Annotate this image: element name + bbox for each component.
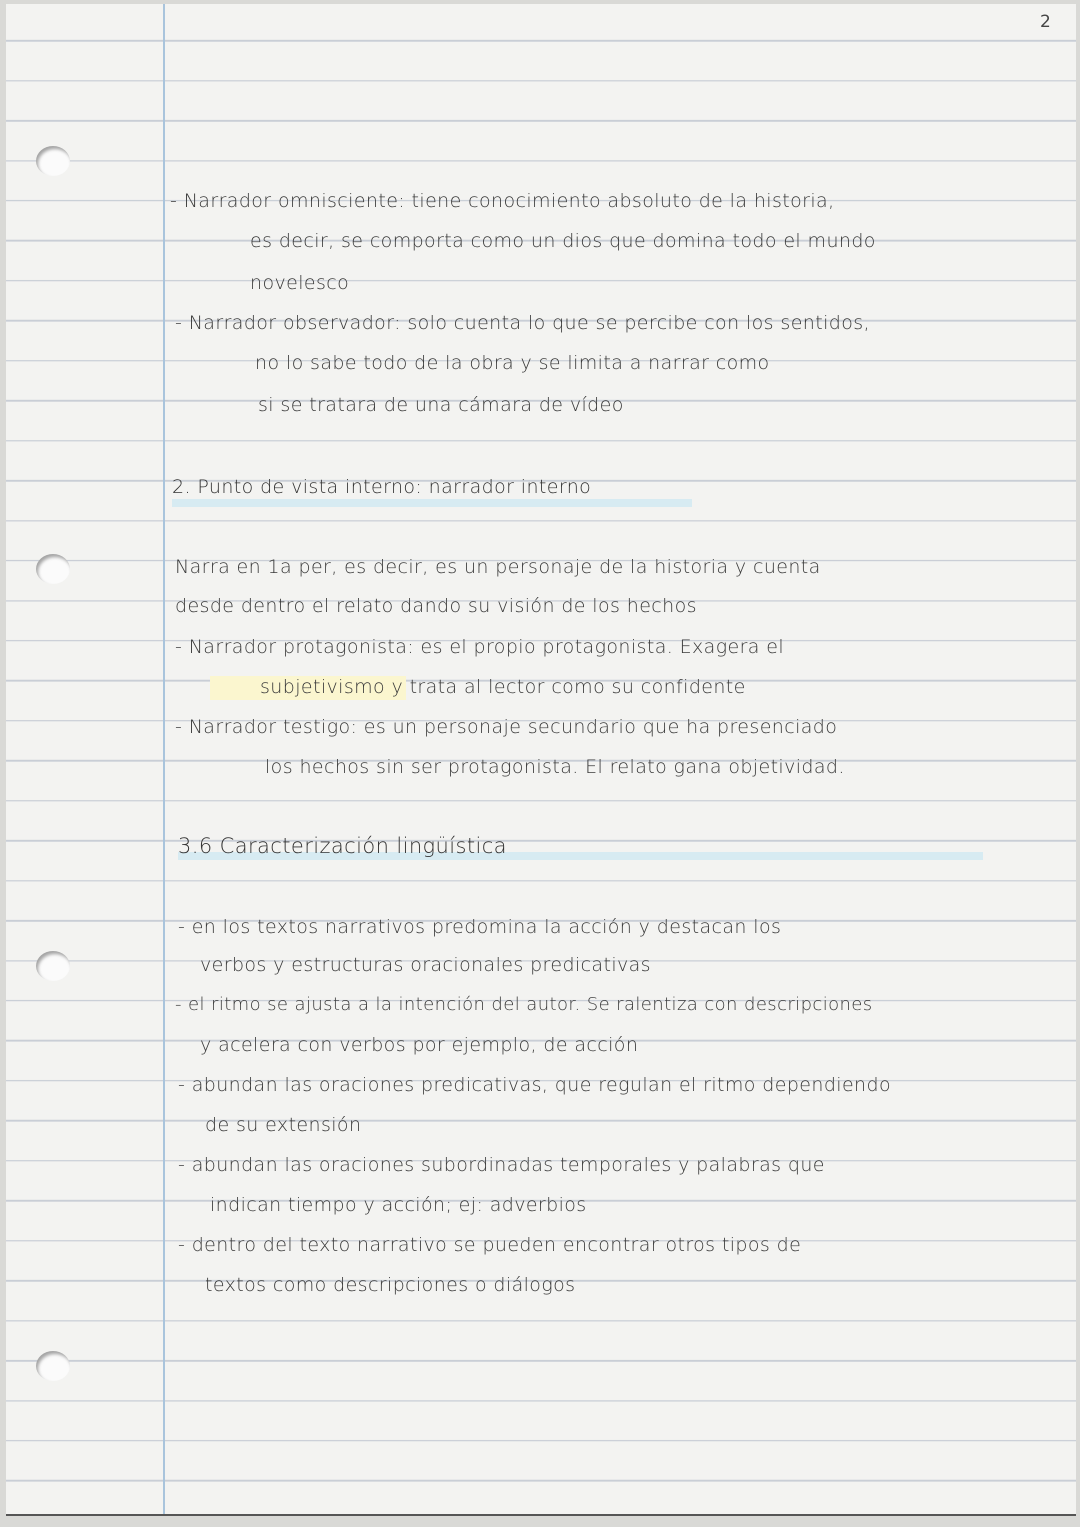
binder-hole (36, 554, 70, 584)
text-line: textos como descripciones o diálogos (205, 1274, 576, 1296)
section-heading: 3.6 Caracterización lingüística (178, 834, 507, 858)
page-number: 2 (1040, 12, 1051, 32)
text-line: subjetivismo y trata al lector como su confidente (260, 676, 746, 698)
text-line: desde dentro el relato dando su visión de los hechos (175, 595, 697, 617)
text-line: los hechos sin ser protagonista. El relato gana objetividad. (265, 756, 845, 778)
text-line: novelesco (250, 272, 350, 294)
highlight (172, 499, 692, 507)
text-line: y acelera con verbos por ejemplo, de acción (200, 1034, 639, 1056)
text-line: - abundan las oraciones predicativas, que regulan el ritmo dependiendo (178, 1074, 891, 1096)
text-line: - abundan las oraciones subordinadas temporales y palabras que (178, 1154, 825, 1176)
text-line: de su extensión (205, 1114, 362, 1136)
text-line: - Narrador omnisciente: tiene conocimiento absoluto de la historia, (170, 190, 835, 212)
notebook-page (6, 4, 1076, 1516)
text-line: verbos y estructuras oracionales predicativas (200, 954, 651, 976)
text-line: Narra en 1a per, es decir, es un personaje de la historia y cuenta (175, 556, 821, 578)
text-line: no lo sabe todo de la obra y se limita a narrar como (255, 352, 770, 374)
margin-line (163, 4, 165, 1514)
text-line: - Narrador observador: solo cuenta lo que se percibe con los sentidos, (175, 312, 870, 334)
text-line: si se tratara de una cámara de vídeo (258, 394, 624, 416)
binder-hole (36, 951, 70, 981)
section-heading: 2. Punto de vista interno: narrador interno (172, 476, 592, 498)
text-line: - el ritmo se ajusta a la intención del autor. Se ralentiza con descripciones (175, 994, 873, 1015)
text-line: indican tiempo y acción; ej: adverbios (210, 1194, 587, 1216)
text-line: - Narrador testigo: es un personaje secundario que ha presenciado (175, 716, 838, 738)
binder-hole (36, 1351, 70, 1381)
text-line: - Narrador protagonista: es el propio protagonista. Exagera el (175, 636, 785, 658)
text-line: es decir, se comporta como un dios que domina todo el mundo (250, 230, 876, 252)
text-line: - dentro del texto narrativo se pueden encontrar otros tipos de (178, 1234, 802, 1256)
text-line: - en los textos narrativos predomina la acción y destacan los (178, 916, 782, 938)
binder-hole (36, 146, 70, 176)
